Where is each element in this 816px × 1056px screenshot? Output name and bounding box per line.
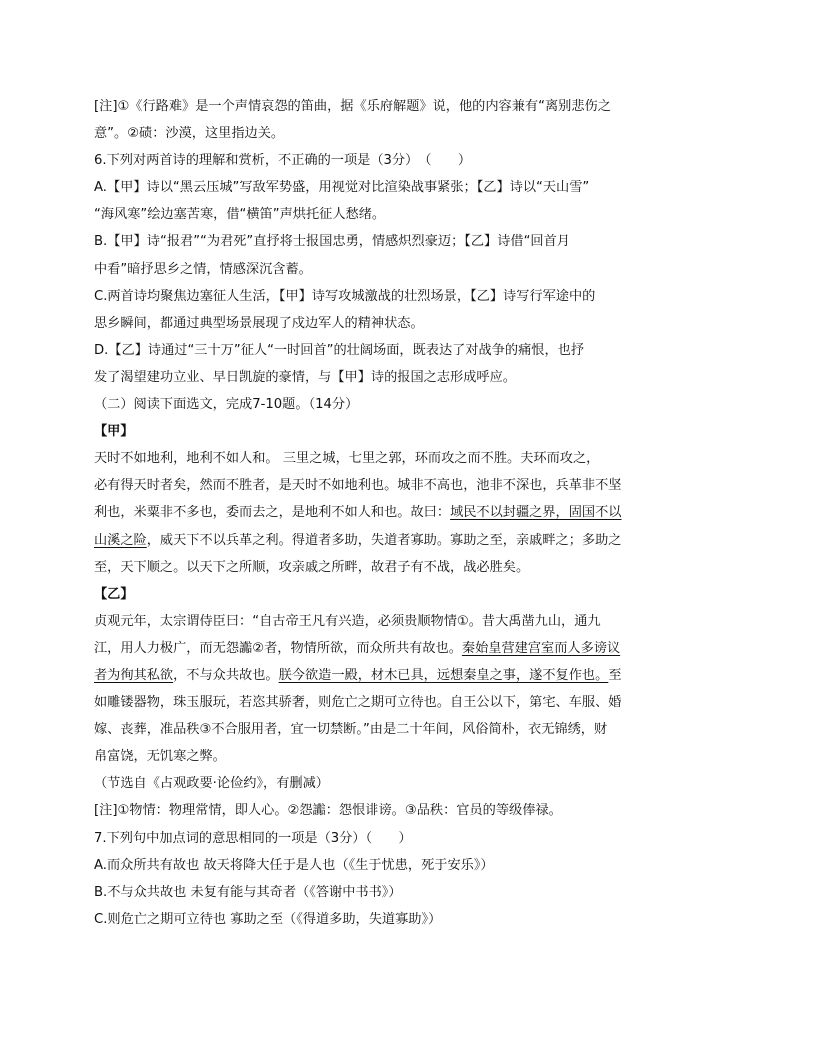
passage-yi-line-2 [94, 635, 664, 662]
passage-yi-line-5: 嫁、丧葬，准品秩③不合服用者，宜一切禁断。”由是二十年间，风俗简朴，衣无锦绣，财 [94, 722, 608, 738]
passage-jia-line-1: 天时不如地利，地利不如人和。 三里之城，七里之郭，环而攻之而不胜。夫环而攻之， [94, 451, 600, 467]
underlined-sentence: 秦始皇营建宫室而人多谤议 [461, 640, 621, 656]
note-line-2: 意”。②碛：沙漠，这里指边关。 [94, 126, 285, 142]
note-line-1: [注]①《行路难》是一个声情哀怨的笛曲，据《乐府解题》说，他的内容兼有“离别悲伤之 [94, 99, 611, 114]
passage-yi-label: 【乙】 [94, 586, 134, 602]
option-6d-line-2: 发了渴望建功立业、早日凯旋的豪情，与【甲】诗的报国之志形成呼应。 [94, 369, 516, 385]
option-6d-line-1: D.【乙】诗通过“三十万”征人“一时回首”的壮阔场面，既表达了对战争的痛恨，也抒 [94, 342, 585, 358]
option-6b-line-1: B.【甲】诗“报君”“为君死”直抒将士报国忠勇，情感炽烈豪迈；【乙】诗借“回首月 [94, 234, 570, 250]
underlined-sentence: 朕今欲造一殿，材木已具，远想秦皇之事，遂不复作也。 [278, 667, 609, 683]
passage-jia-line-2: 必有得天时者矣，然而不胜者，是天时不如地利也。城非不高也，池非不深也，兵革非不坚 [94, 478, 622, 494]
question-7-stem: 7.下列句中加点词的意思相同的一项是（3分）（ ） [94, 830, 412, 846]
passage-text: ，威天下不以兵革之利。得道者多助，失道者寡助。寡助之至，亲戚畔之；多助之 [146, 532, 622, 548]
underlined-sentence: 域民不以封疆之界，固国不以 [450, 505, 622, 521]
source-citation: （节选自《占观政要·论俭约》，有删减） [94, 776, 329, 792]
passage-text: 利也，米粟非不多也，委而去之，是地利不如人和也。故曰： [94, 505, 451, 521]
passage-yi-line-3 [94, 662, 664, 689]
passage-yi-line-4: 如雕镂器物，珠玉服玩，若恣其骄奢，则危亡之期可立待也。自王公以下，第宅、车服、婚 [94, 695, 622, 711]
passage-jia-line-4 [94, 527, 664, 554]
passage-text: ，不与众共故也。 [173, 667, 279, 683]
underlined-sentence: 山溪之险 [94, 532, 147, 548]
option-7a: A.而众所共有故也 故天将降大任于是人也（《生于忧患，死于安乐》） [94, 857, 494, 873]
option-6a-line-2: “海风寒”绘边塞苦寒，借“横笛”声烘托征人愁绪。 [94, 207, 386, 223]
option-6b-line-2: 中看”暗抒思乡之情，情感深沉含蓄。 [94, 261, 312, 277]
option-6c-line-2: 思乡瞬间，都通过典型场景展现了戍边军人的精神状态。 [94, 315, 424, 331]
question-6-stem: 6.下列对两首诗的理解和赏析，不正确的一项是（3分） （ ） [94, 153, 472, 169]
passage-jia-line-3 [94, 499, 664, 526]
option-6a-line-1: A.【甲】诗以“黑云压城”写敌军势盛，用视觉对比渲染战事紧张；【乙】诗以“天山雪” [94, 180, 590, 196]
passage-jia-line-5: 至，天下顺之。以天下之所顺，攻亲戚之所畔，故君子有不战，战必胜矣。 [94, 559, 530, 575]
underlined-sentence: 者为徇其私欲 [94, 667, 174, 683]
option-7c: C.则危亡之期可立待也 寡助之至（《得道多助，失道寡助》） [94, 911, 442, 927]
passage-notes: [注]①物情：物理常情，即人心。②怨讟：怨恨诽谤。③品秩：官员的等级俸禄。 [94, 803, 562, 819]
document-page [94, 93, 664, 933]
passage-yi-line-1: 贞观元年，太宗谓侍臣曰：“自古帝王凡有兴造，必须贵顺物情①。昔大禹凿九山，通九 [94, 613, 601, 629]
section-heading: （二）阅读下面选文，完成7-10题。（14分） [94, 397, 359, 413]
option-6c-line-1: C.两首诗均聚焦边塞征人生活，【甲】诗写攻城激战的壮烈场景，【乙】诗写行军途中的 [94, 288, 596, 304]
option-7b: B.不与众共故也 未复有能与其奇者（《答谢中书书》） [94, 884, 402, 900]
passage-text: 至 [608, 667, 622, 683]
passage-jia-label: 【甲】 [94, 424, 134, 440]
passage-yi-line-6: 帛富饶，无饥寒之弊。 [94, 749, 226, 765]
passage-text: 江，用人力极广，而无怨讟②者，物情所欲，而众所共有故也。 [94, 640, 462, 656]
